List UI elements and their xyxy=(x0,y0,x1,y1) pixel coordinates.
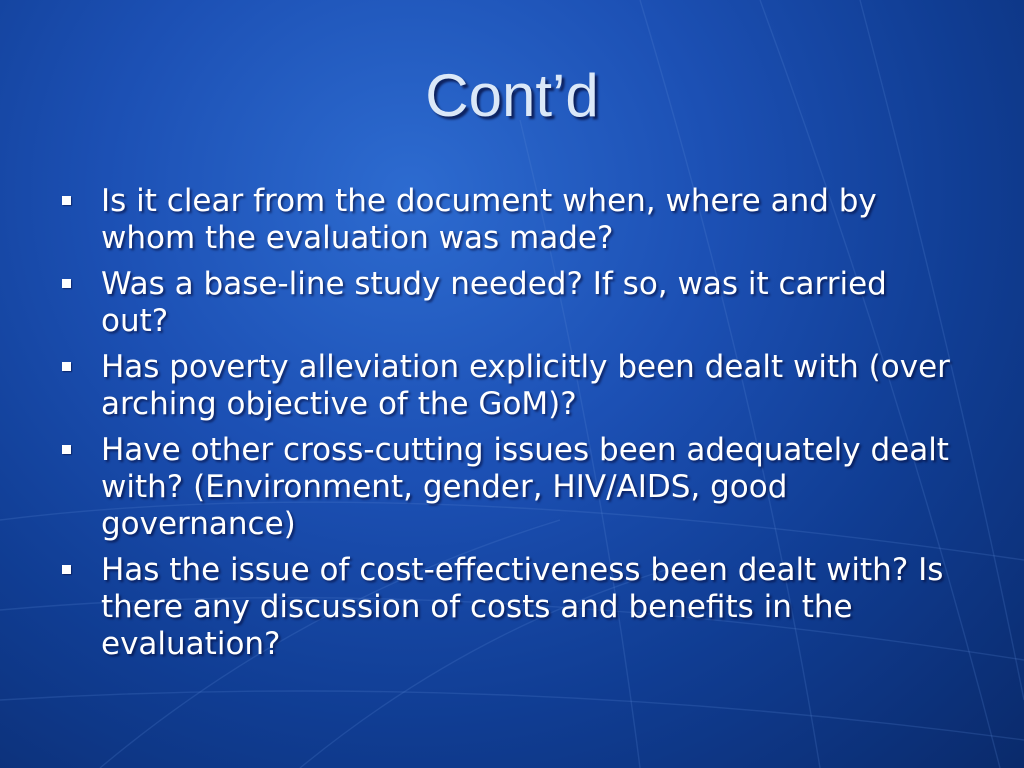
bullet-item xyxy=(60,266,960,340)
slide-title: Cont’d xyxy=(425,62,599,129)
bullet-item xyxy=(60,432,960,543)
square-bullet-icon xyxy=(62,196,71,205)
bullet-list xyxy=(60,183,960,672)
bullet-item xyxy=(60,349,960,423)
bullet-text: Has the issue of cost-effectiveness been dealt with? Is there any discussion of costs and benefits in the evaluation? xyxy=(101,552,944,662)
square-bullet-icon xyxy=(62,362,71,371)
bullet-text: Is it clear from the document when, where and by whom the evaluation was made? xyxy=(101,183,877,256)
bullet-text: Has poverty alleviation explicitly been dealt with (over arching objective of the GoM)? xyxy=(101,349,950,422)
bullet-item xyxy=(60,183,960,257)
square-bullet-icon xyxy=(62,565,71,574)
bullet-text: Have other cross-cutting issues been adequately dealt with? (Environment, gender, HIV/AIDS, good governance) xyxy=(101,432,949,542)
square-bullet-icon xyxy=(62,445,71,454)
bullet-item xyxy=(60,552,960,663)
bullet-text: Was a base-line study needed? If so, was it carried out? xyxy=(101,266,887,339)
square-bullet-icon xyxy=(62,279,71,288)
